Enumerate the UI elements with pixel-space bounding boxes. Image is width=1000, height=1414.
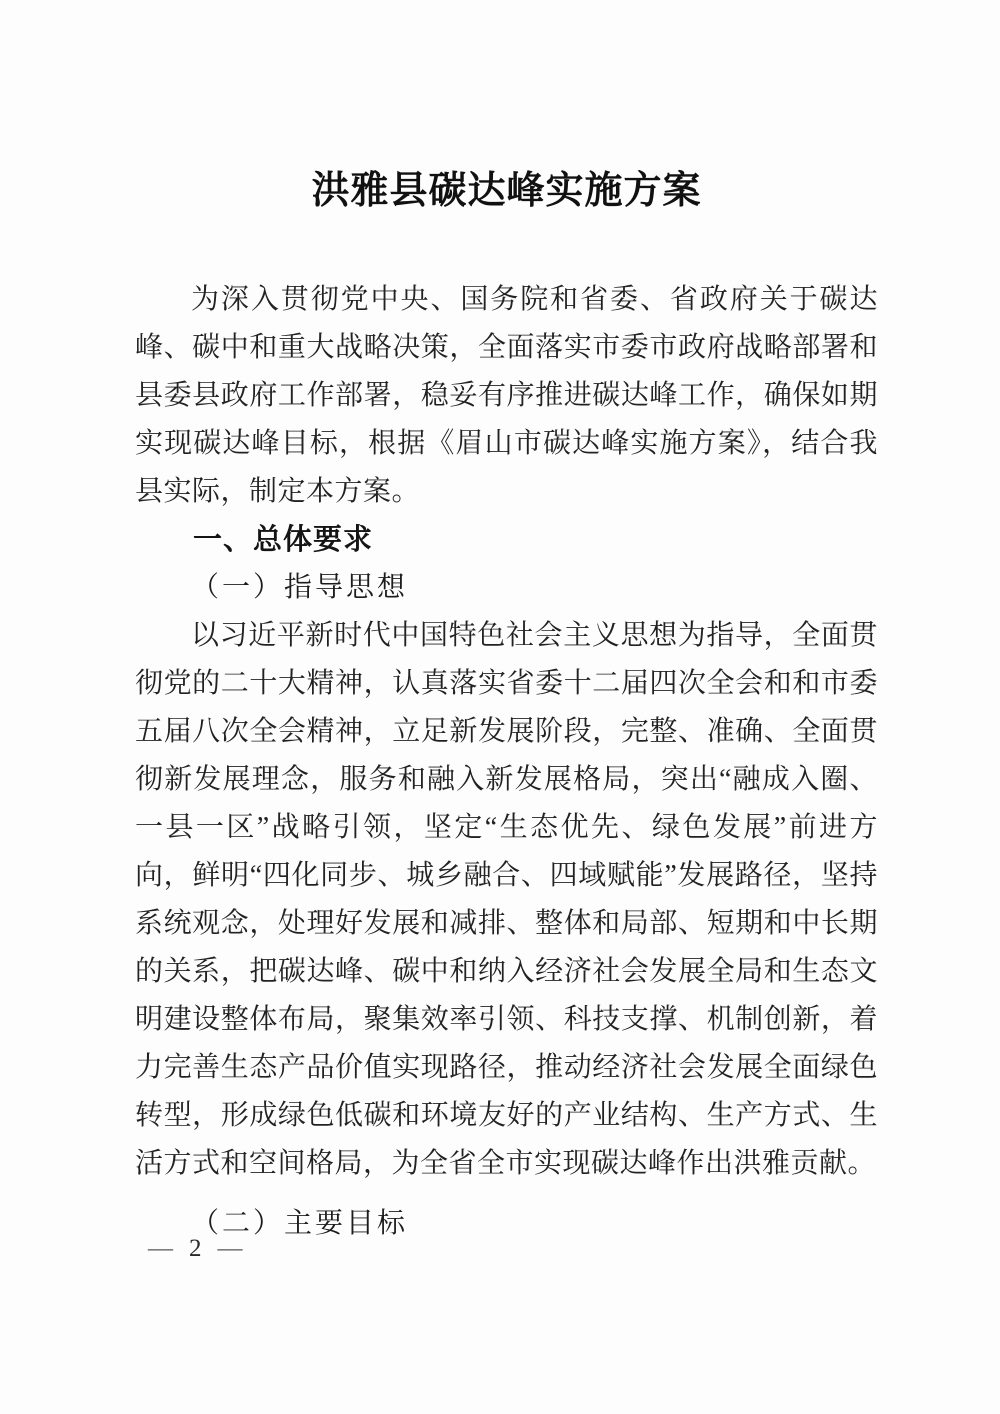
footer-dash-right: — (217, 1235, 243, 1262)
document-title: 洪雅县碳达峰实施方案 (311, 170, 702, 212)
section-heading-overall-requirements: 一、总体要求 (193, 524, 374, 556)
page-number: 2 (189, 1235, 202, 1262)
intro-paragraph: 为深入贯彻党中央、国务院和省委、省政府关于碳达峰、碳中和重大战略决策，全面落实市委市政府战略部署和县委县政府工作部署，稳妥有序推进碳达峰工作，确保如期实现碳达峰目标，根据《眉山市碳达峰实施方案》，结合我县实际，制定本方案。 (135, 284, 878, 507)
guiding-ideology-paragraph: 以习近平新时代中国特色社会主义思想为指导，全面贯彻党的二十大精神，认真落实省委十二届四次全会和和市委五届八次全会精神，立足新发展阶段，完整、准确、全面贯彻新发展理念，服务和融入新发展格局，突出“融成入圈、一县一区”战略引领，坚定“生态优先、绿色发展”前进方向，鲜明“四化同步、城乡融合、四域赋能”发展路径，坚持系统观念，处理好发展和减排、整体和局部、短期和中长期的关系，把碳达峰、碳中和纳入经济社会发展全局和生态文明建设整体布局，聚集效率引领、科技支撑、机制创新，着力完善生态产品价值实现路径，推动经济社会发展全面绿色转型，形成绿色低碳和环境友好的产业结构、生产方式、生活方式和空间格局，为全省全市实现碳达峰作出洪雅贡献。 (135, 620, 878, 1179)
page-number-footer (148, 1234, 243, 1264)
subsection-heading-guiding-ideology: （一）指导思想 (191, 572, 409, 603)
subsection-heading-main-goals: （二）主要目标 (191, 1208, 409, 1239)
footer-dash-left: — (148, 1235, 173, 1262)
